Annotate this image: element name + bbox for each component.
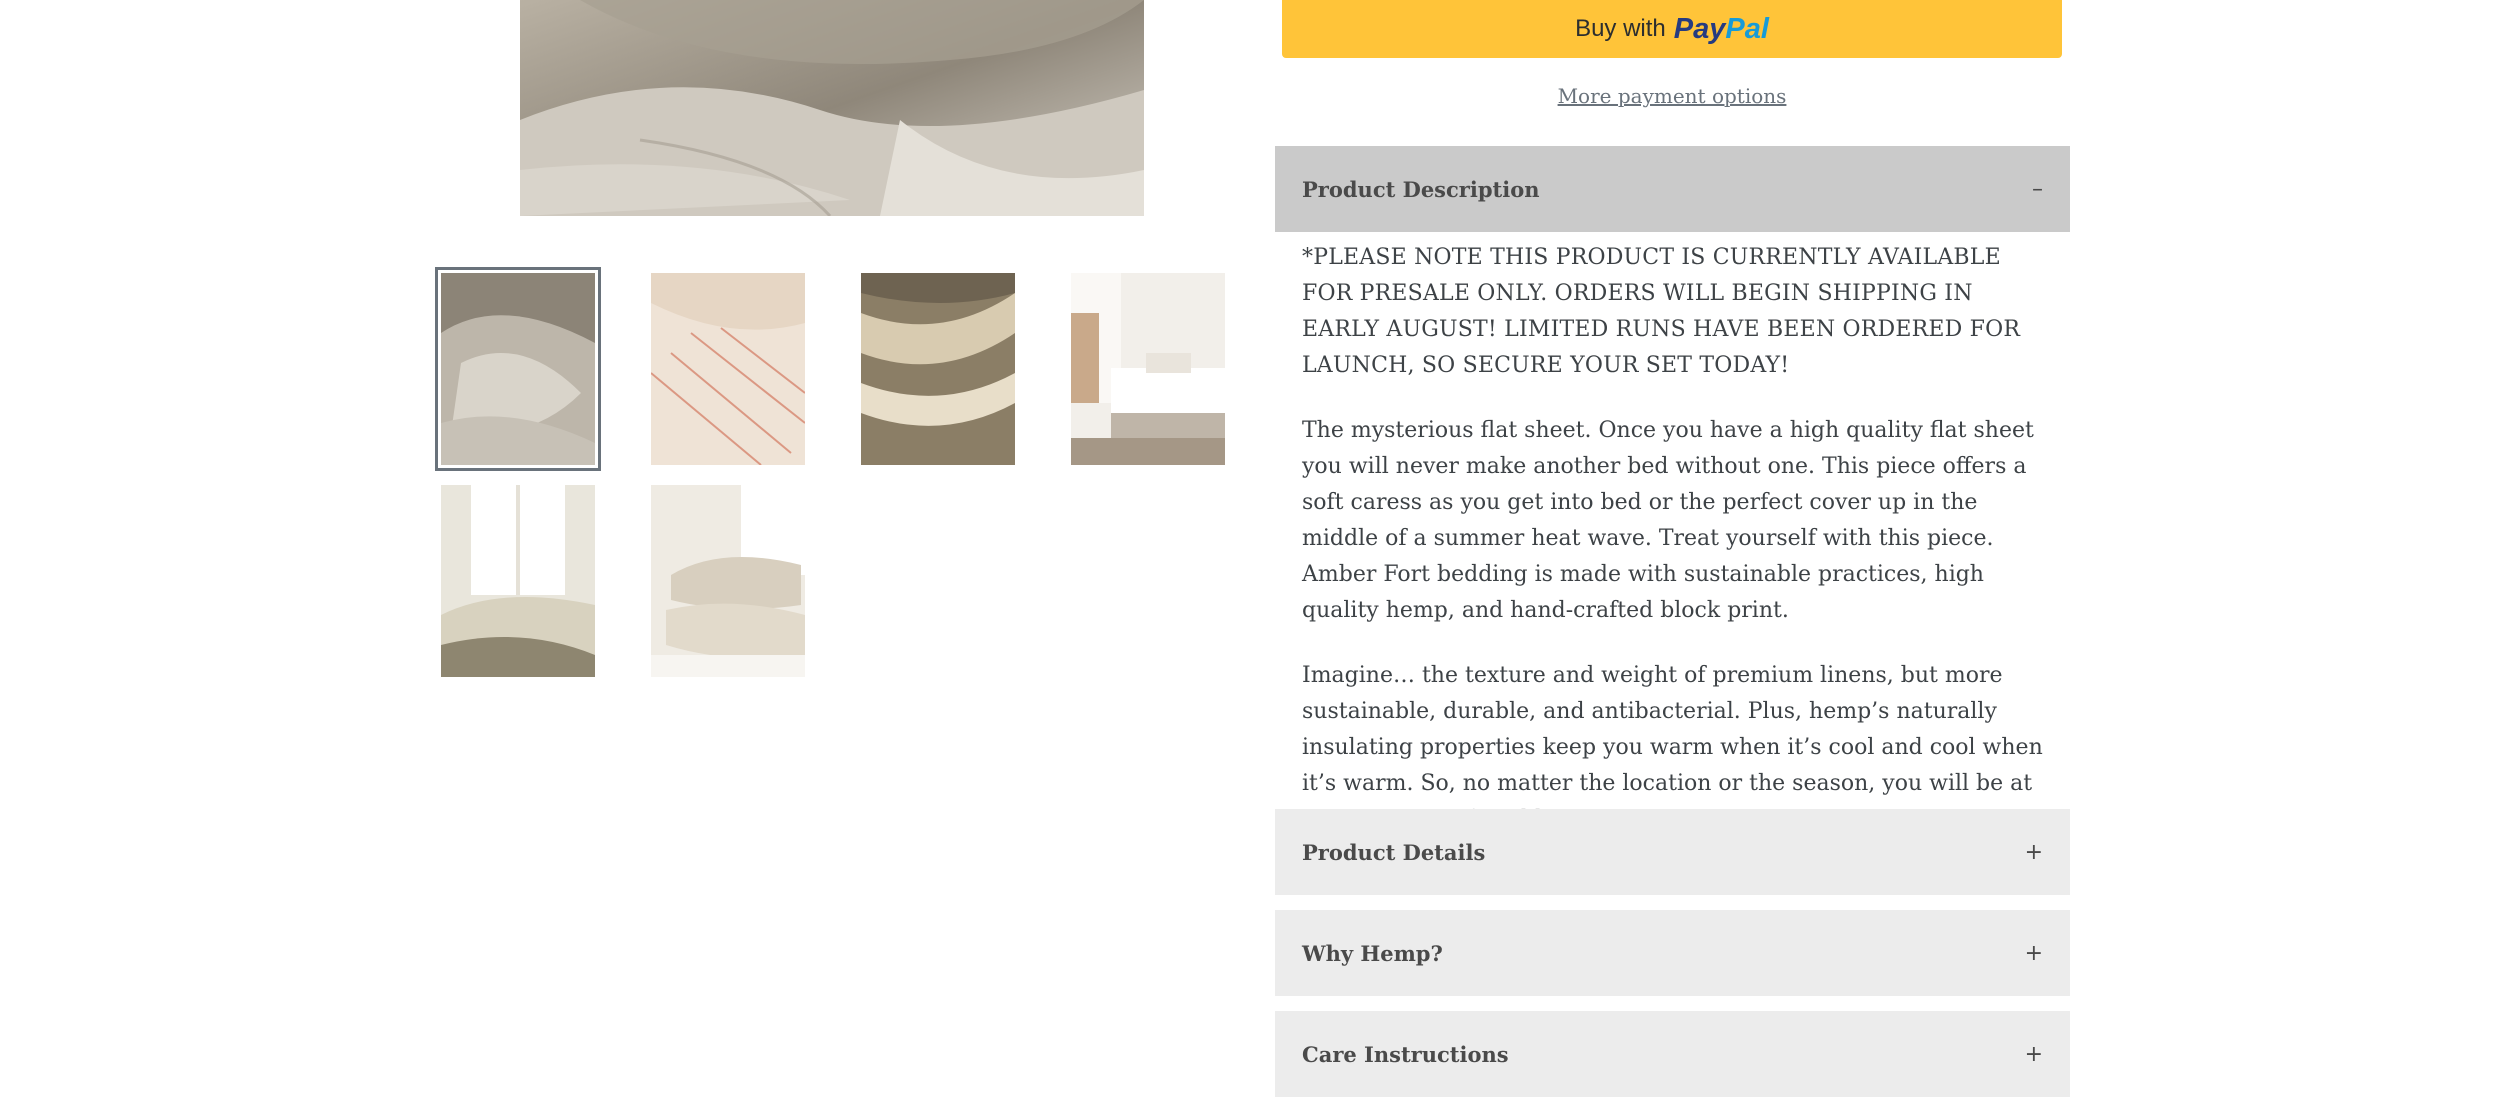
accordion-product-description[interactable]	[1275, 146, 2070, 232]
more-payment-options-link[interactable]: More payment options	[1557, 84, 1787, 108]
thumbnail-bed-by-window[interactable]	[441, 485, 595, 677]
accordion-care-instructions[interactable]	[1275, 1011, 2070, 1097]
thumbnail-stacked-pillows[interactable]	[651, 485, 805, 677]
paypal-logo-pal: Pal	[1725, 12, 1769, 45]
thumbnail-draped-fabric[interactable]	[861, 273, 1015, 465]
paypal-buy-with-label: Buy with	[1575, 15, 1666, 42]
expand-icon[interactable]: +	[2024, 1041, 2043, 1067]
paypal-logo-pay: Pay	[1673, 12, 1726, 45]
expand-icon[interactable]: +	[2024, 839, 2043, 865]
paypal-buy-button[interactable]	[1282, 0, 2062, 58]
accordion-title: Product Description	[1302, 176, 1540, 202]
thumbnail-bedroom-bed[interactable]	[1071, 273, 1225, 465]
thumbnail-striped-sheets[interactable]	[651, 273, 805, 465]
thumbnail-pillows-closeup[interactable]	[441, 273, 595, 465]
paypal-logo	[1674, 13, 1769, 46]
accordion-product-details[interactable]	[1275, 809, 2070, 895]
description-paragraph: Imagine… the texture and weight of premium linens, but more sustainable, durable, and antibacterial. Plus, hemp’s naturally insulating properties keep you warm when it’s cool and cool when it’s warm. So, no matter the location or the season, you will be at	[1302, 663, 2043, 796]
accordion-why-hemp[interactable]	[1275, 910, 2070, 996]
description-paragraph-text: The mysterious flat sheet. Once you have a high quality flat sheet you will never make another bed without one. This piece offers a soft caress as you get into bed or the perfect cover up in the middle of a summer heat wave. Treat yourself with this piece.	[1302, 418, 2034, 551]
collapse-icon[interactable]: –	[2032, 176, 2043, 202]
description-paragraph-text: Amber Fort bedding is made with sustainable practices, high quality hemp, and hand-crafted block print.	[1302, 562, 1984, 623]
description-paragraph	[1302, 413, 2052, 629]
expand-icon[interactable]: +	[2024, 940, 2043, 966]
main-product-image[interactable]	[520, 0, 1144, 216]
accordion-title: Care Instructions	[1302, 1041, 1509, 1067]
product-description-body	[1302, 240, 2052, 867]
presale-notice: *PLEASE NOTE THIS PRODUCT IS CURRENTLY AVAILABLE FOR PRESALE ONLY. ORDERS WILL BEGIN SHIPPING IN EARLY AUGUST! LIMITED RUNS HAVE BEEN ORDERED FOR LAUNCH, SO SECURE YOUR SET TODAY!	[1302, 245, 2021, 378]
accordion-title: Why Hemp?	[1302, 940, 1443, 966]
accordion-title: Product Details	[1302, 839, 1486, 865]
